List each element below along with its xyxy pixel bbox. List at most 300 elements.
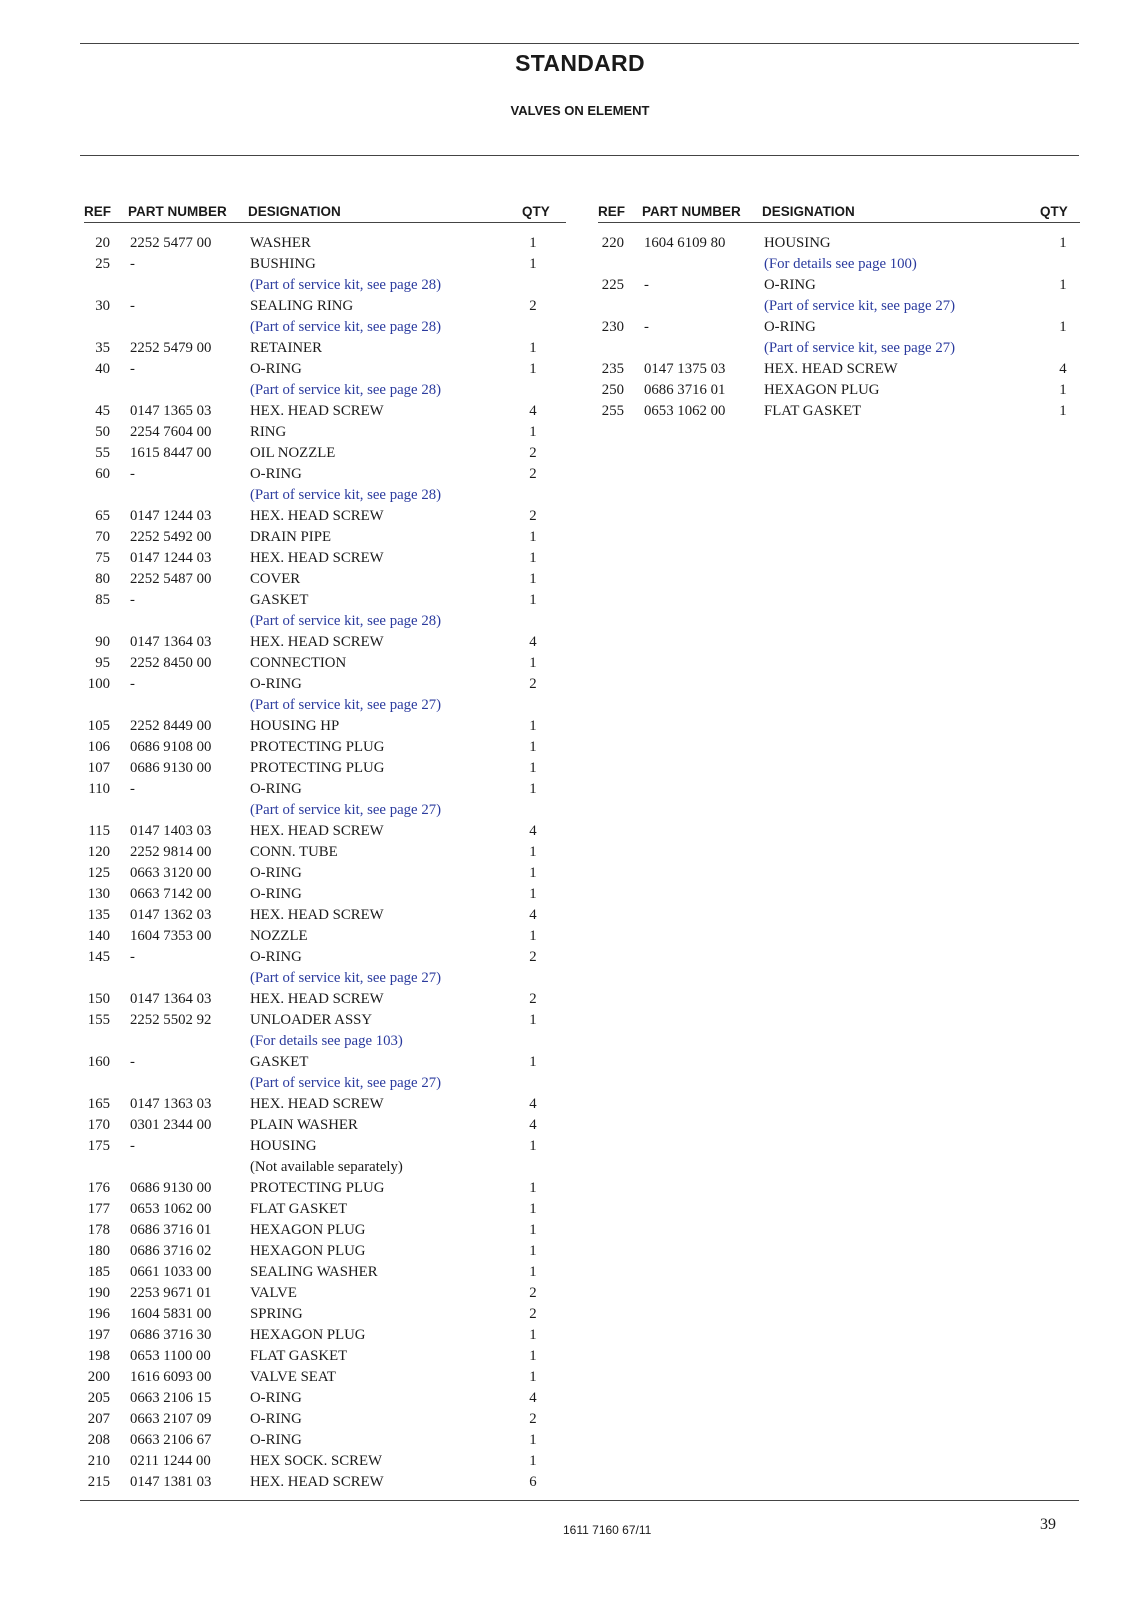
page-number: 39 (1040, 1516, 1056, 1533)
note-row (598, 296, 1080, 317)
table-body-right (598, 233, 1080, 422)
cell-ref: 178 (87, 1222, 110, 1238)
cell-qty: 1 (529, 1180, 537, 1196)
table-body-left (84, 233, 566, 1493)
cell-designation: (Part of service kit, see page 28) (250, 382, 442, 398)
cell-ref: 60 (95, 466, 110, 482)
cell-qty: 1 (529, 886, 537, 902)
cell-qty: 1 (529, 256, 537, 272)
header-designation: DESIGNATION (248, 204, 341, 219)
cell-part-number: 0663 2107 09 (130, 1411, 212, 1427)
cell-ref: 177 (87, 1201, 110, 1217)
cell-designation: (For details see page 100) (764, 256, 917, 272)
cell-part-number: 0147 1403 03 (130, 823, 212, 839)
cell-ref: 25 (95, 256, 110, 272)
cell-qty: 2 (529, 298, 537, 314)
cell-designation: PROTECTING PLUG (250, 760, 385, 776)
table-row (84, 1178, 566, 1199)
cell-part-number: 1615 8447 00 (130, 445, 212, 461)
cell-ref: 106 (87, 739, 110, 755)
cell-ref: 50 (95, 424, 110, 440)
header-designation: DESIGNATION (762, 204, 855, 219)
cell-part-number: 0211 1244 00 (130, 1453, 211, 1469)
table-row (84, 821, 566, 842)
cell-qty: 1 (529, 592, 537, 608)
cell-ref: 80 (95, 571, 110, 587)
table-row (84, 590, 566, 611)
cell-qty: 1 (529, 1138, 537, 1154)
cell-qty: 1 (529, 424, 537, 440)
table-row (84, 1262, 566, 1283)
cell-qty: 1 (529, 1453, 537, 1469)
cell-designation: HEX SOCK. SCREW (250, 1453, 382, 1469)
cell-qty: 4 (529, 907, 537, 923)
cell-designation: PROTECTING PLUG (250, 1180, 385, 1196)
cell-designation: FLAT GASKET (250, 1348, 348, 1364)
cell-ref: 110 (88, 781, 110, 797)
cell-part-number: 0147 1362 03 (130, 907, 212, 923)
cell-designation: VALVE (250, 1285, 297, 1301)
cell-designation: GASKET (250, 1054, 309, 1070)
table-row (84, 464, 566, 485)
cell-ref: 90 (95, 634, 110, 650)
cell-part-number: - (130, 592, 135, 608)
table-row (598, 275, 1080, 296)
cell-designation: O-RING (250, 781, 302, 797)
cell-ref: 135 (87, 907, 110, 923)
cell-qty: 1 (529, 739, 537, 755)
cell-designation: DRAIN PIPE (250, 529, 331, 545)
cell-ref: 65 (95, 508, 110, 524)
note-row (84, 800, 566, 821)
table-row (84, 1451, 566, 1472)
table-row (84, 1010, 566, 1031)
cell-ref: 125 (87, 865, 110, 881)
cell-part-number: 2252 8450 00 (130, 655, 212, 671)
table-row (84, 527, 566, 548)
note-row (84, 1031, 566, 1052)
cell-ref: 120 (87, 844, 110, 860)
cell-qty: 4 (529, 1096, 537, 1112)
cell-ref: 95 (95, 655, 110, 671)
cell-part-number: 2253 9671 01 (130, 1285, 212, 1301)
header-ref: REF (84, 204, 111, 219)
cell-designation: WASHER (250, 235, 311, 251)
cell-qty: 2 (529, 508, 537, 524)
table-row (84, 926, 566, 947)
cell-qty: 4 (529, 403, 537, 419)
cell-qty: 1 (1059, 277, 1067, 293)
cell-designation: RETAINER (250, 340, 322, 356)
table-row (84, 863, 566, 884)
cell-designation: O-RING (250, 1432, 302, 1448)
cell-designation: O-RING (764, 319, 816, 335)
cell-qty: 1 (529, 1201, 537, 1217)
cell-ref: 75 (95, 550, 110, 566)
cell-ref: 85 (95, 592, 110, 608)
cell-qty: 1 (529, 1054, 537, 1070)
cell-part-number: 0686 9108 00 (130, 739, 212, 755)
note-row (598, 254, 1080, 275)
page-title: STANDARD (515, 50, 645, 76)
cell-designation: HEX. HEAD SCREW (250, 907, 384, 923)
cell-part-number: 0686 3716 02 (130, 1243, 212, 1259)
cell-ref: 205 (87, 1390, 110, 1406)
cell-ref: 225 (601, 277, 624, 293)
cell-designation: SPRING (250, 1306, 303, 1322)
cell-designation: (Part of service kit, see page 28) (250, 613, 442, 629)
cell-qty: 1 (529, 928, 537, 944)
cell-part-number: 0686 9130 00 (130, 760, 212, 776)
cell-qty: 1 (529, 718, 537, 734)
table-row (84, 1346, 566, 1367)
cell-part-number: 1604 5831 00 (130, 1306, 212, 1322)
cell-ref: 165 (87, 1096, 110, 1112)
cell-designation: HEX. HEAD SCREW (250, 1474, 384, 1490)
cell-qty: 1 (529, 844, 537, 860)
cell-ref: 215 (87, 1474, 110, 1490)
table-row (598, 359, 1080, 380)
cell-qty: 1 (529, 529, 537, 545)
cell-ref: 200 (87, 1369, 110, 1385)
cell-part-number: 1616 6093 00 (130, 1369, 212, 1385)
cell-ref: 107 (87, 760, 110, 776)
table-header (84, 204, 566, 223)
cell-qty: 2 (529, 1306, 537, 1322)
cell-part-number: 2254 7604 00 (130, 424, 212, 440)
cell-designation: HEX. HEAD SCREW (764, 361, 898, 377)
cell-part-number: - (130, 676, 135, 692)
cell-qty: 1 (529, 865, 537, 881)
cell-designation: (Part of service kit, see page 27) (250, 1075, 442, 1091)
table-row (84, 1325, 566, 1346)
cell-qty: 1 (529, 361, 537, 377)
note-row (84, 1157, 566, 1178)
cell-designation: O-RING (764, 277, 816, 293)
cell-designation: HOUSING (250, 1138, 317, 1154)
table-row (84, 1052, 566, 1073)
cell-designation: (For details see page 103) (250, 1033, 403, 1049)
cell-ref: 198 (87, 1348, 110, 1364)
header-qty: QTY (1040, 204, 1068, 219)
cell-designation: (Part of service kit, see page 28) (250, 277, 442, 293)
table-row (84, 1094, 566, 1115)
cell-part-number: 0653 1062 00 (644, 403, 726, 419)
cell-ref: 208 (87, 1432, 110, 1448)
cell-designation: (Part of service kit, see page 28) (250, 319, 442, 335)
cell-designation: BUSHING (250, 256, 316, 272)
cell-designation: HEX. HEAD SCREW (250, 823, 384, 839)
cell-ref: 145 (87, 949, 110, 965)
cell-qty: 1 (529, 1243, 537, 1259)
cell-designation: SEALING RING (250, 298, 354, 314)
cell-designation: (Not available separately) (250, 1159, 403, 1175)
table-row (84, 443, 566, 464)
cell-part-number: 0147 1381 03 (130, 1474, 212, 1490)
cell-part-number: - (130, 361, 135, 377)
cell-ref: 160 (87, 1054, 110, 1070)
cell-part-number: 2252 9814 00 (130, 844, 212, 860)
cell-designation: OIL NOZZLE (250, 445, 336, 461)
cell-designation: (Part of service kit, see page 27) (764, 340, 956, 356)
table-row (84, 506, 566, 527)
cell-part-number: 0653 1100 00 (130, 1348, 211, 1364)
cell-part-number: 0653 1062 00 (130, 1201, 212, 1217)
note-row (84, 380, 566, 401)
note-row (84, 695, 566, 716)
cell-designation: HEX. HEAD SCREW (250, 1096, 384, 1112)
cell-qty: 2 (529, 1285, 537, 1301)
cell-part-number: 0661 1033 00 (130, 1264, 212, 1280)
cell-designation: (Part of service kit, see page 27) (764, 298, 956, 314)
cell-qty: 2 (529, 949, 537, 965)
table-row (84, 842, 566, 863)
cell-designation: (Part of service kit, see page 27) (250, 697, 442, 713)
cell-part-number: 0663 7142 00 (130, 886, 212, 902)
cell-part-number: 0147 1364 03 (130, 991, 212, 1007)
page-subtitle: VALVES ON ELEMENT (510, 103, 650, 118)
cell-designation: GASKET (250, 592, 309, 608)
table-row (84, 758, 566, 779)
cell-ref: 180 (87, 1243, 110, 1259)
cell-designation: O-RING (250, 466, 302, 482)
cell-designation: NOZZLE (250, 928, 308, 944)
cell-ref: 255 (601, 403, 624, 419)
cell-part-number: 1604 6109 80 (644, 235, 726, 251)
cell-part-number: 2252 5492 00 (130, 529, 212, 545)
table-row (84, 1115, 566, 1136)
table-row (84, 1472, 566, 1493)
parts-table-right (598, 204, 1080, 422)
table-row (598, 317, 1080, 338)
cell-part-number: - (130, 466, 135, 482)
table-row (84, 233, 566, 254)
cell-designation: HEXAGON PLUG (250, 1243, 366, 1259)
table-row (84, 548, 566, 569)
table-row (84, 653, 566, 674)
cell-qty: 4 (1059, 361, 1067, 377)
cell-designation: O-RING (250, 1390, 302, 1406)
footer-rule (80, 1500, 1079, 1501)
cell-designation: O-RING (250, 886, 302, 902)
table-row (84, 716, 566, 737)
cell-part-number: 2252 5479 00 (130, 340, 212, 356)
cell-qty: 1 (529, 571, 537, 587)
cell-qty: 2 (529, 1411, 537, 1427)
cell-qty: 4 (529, 634, 537, 650)
table-row (84, 884, 566, 905)
cell-designation: HOUSING (764, 235, 831, 251)
note-row (84, 968, 566, 989)
cell-qty: 1 (1059, 403, 1067, 419)
cell-ref: 155 (87, 1012, 110, 1028)
table-row (84, 296, 566, 317)
note-row (84, 485, 566, 506)
top-rule (80, 43, 1079, 44)
header-part-number: PART NUMBER (128, 204, 227, 219)
cell-designation: FLAT GASKET (764, 403, 862, 419)
cell-ref: 70 (95, 529, 110, 545)
cell-ref: 190 (87, 1285, 110, 1301)
cell-ref: 176 (87, 1180, 110, 1196)
cell-designation: HEX. HEAD SCREW (250, 550, 384, 566)
header-rule (80, 155, 1079, 156)
cell-part-number: - (130, 298, 135, 314)
cell-part-number: - (130, 256, 135, 272)
cell-ref: 140 (87, 928, 110, 944)
cell-designation: SEALING WASHER (250, 1264, 378, 1280)
table-row (598, 401, 1080, 422)
cell-designation: RING (250, 424, 287, 440)
note-row (84, 317, 566, 338)
cell-part-number: 0686 3716 01 (644, 382, 726, 398)
cell-designation: (Part of service kit, see page 28) (250, 487, 442, 503)
table-row (84, 1199, 566, 1220)
cell-qty: 1 (529, 1369, 537, 1385)
cell-designation: HEXAGON PLUG (250, 1222, 366, 1238)
table-row (84, 905, 566, 926)
cell-part-number: - (130, 1054, 135, 1070)
cell-ref: 207 (87, 1411, 110, 1427)
cell-ref: 100 (87, 676, 110, 692)
cell-designation: CONN. TUBE (250, 844, 338, 860)
cell-qty: 4 (529, 1390, 537, 1406)
cell-ref: 20 (95, 235, 110, 251)
cell-ref: 170 (87, 1117, 110, 1133)
cell-qty: 1 (529, 235, 537, 251)
table-row (84, 674, 566, 695)
cell-designation: UNLOADER ASSY (250, 1012, 373, 1028)
cell-qty: 1 (529, 1432, 537, 1448)
cell-designation: (Part of service kit, see page 27) (250, 970, 442, 986)
table-row (84, 779, 566, 800)
cell-designation: O-RING (250, 949, 302, 965)
table-row (84, 1283, 566, 1304)
table-row (84, 632, 566, 653)
cell-ref: 230 (601, 319, 624, 335)
cell-part-number: 0147 1244 03 (130, 550, 212, 566)
cell-qty: 1 (529, 1222, 537, 1238)
cell-ref: 250 (601, 382, 624, 398)
cell-qty: 2 (529, 445, 537, 461)
cell-ref: 150 (87, 991, 110, 1007)
cell-part-number: 1604 7353 00 (130, 928, 212, 944)
table-row (84, 1430, 566, 1451)
cell-designation: O-RING (250, 1411, 302, 1427)
table-row (84, 947, 566, 968)
table-row (598, 233, 1080, 254)
cell-ref: 210 (87, 1453, 110, 1469)
header-ref: REF (598, 204, 625, 219)
cell-designation: PROTECTING PLUG (250, 739, 385, 755)
cell-ref: 30 (95, 298, 110, 314)
cell-part-number: 0686 3716 30 (130, 1327, 212, 1343)
note-row (598, 338, 1080, 359)
table-row (84, 1409, 566, 1430)
table-row (598, 380, 1080, 401)
cell-part-number: 0663 2106 15 (130, 1390, 212, 1406)
cell-qty: 1 (529, 1012, 537, 1028)
table-row (84, 1241, 566, 1262)
cell-part-number: 0663 3120 00 (130, 865, 212, 881)
header-qty: QTY (522, 204, 550, 219)
cell-ref: 45 (95, 403, 110, 419)
cell-qty: 1 (529, 1348, 537, 1364)
cell-qty: 1 (529, 655, 537, 671)
cell-part-number: 0147 1365 03 (130, 403, 212, 419)
cell-qty: 4 (529, 823, 537, 839)
cell-ref: 130 (87, 886, 110, 902)
cell-part-number: 0147 1244 03 (130, 508, 212, 524)
table-row (84, 989, 566, 1010)
cell-designation: CONNECTION (250, 655, 347, 671)
cell-qty: 1 (529, 340, 537, 356)
cell-part-number: 2252 5477 00 (130, 235, 212, 251)
cell-designation: O-RING (250, 361, 302, 377)
cell-ref: 197 (87, 1327, 110, 1343)
note-row (84, 1073, 566, 1094)
table-row (84, 401, 566, 422)
cell-designation: HEXAGON PLUG (764, 382, 880, 398)
cell-designation: O-RING (250, 676, 302, 692)
cell-part-number: 0301 2344 00 (130, 1117, 212, 1133)
cell-part-number: - (644, 277, 649, 293)
cell-ref: 40 (95, 361, 110, 377)
note-row (84, 611, 566, 632)
table-row (84, 1367, 566, 1388)
cell-part-number: 0663 2106 67 (130, 1432, 212, 1448)
cell-designation: HEX. HEAD SCREW (250, 991, 384, 1007)
cell-ref: 220 (601, 235, 624, 251)
cell-ref: 185 (87, 1264, 110, 1280)
cell-ref: 115 (88, 823, 110, 839)
cell-ref: 175 (87, 1138, 110, 1154)
cell-qty: 1 (529, 550, 537, 566)
cell-designation: HEX. HEAD SCREW (250, 403, 384, 419)
cell-designation: HEX. HEAD SCREW (250, 634, 384, 650)
table-row (84, 737, 566, 758)
cell-part-number: 2252 5502 92 (130, 1012, 212, 1028)
parts-table-left (84, 204, 566, 1493)
cell-designation: (Part of service kit, see page 27) (250, 802, 442, 818)
cell-part-number: 0147 1364 03 (130, 634, 212, 650)
cell-designation: HEX. HEAD SCREW (250, 508, 384, 524)
cell-qty: 1 (529, 1264, 537, 1280)
cell-part-number: 0147 1375 03 (644, 361, 726, 377)
cell-designation: VALVE SEAT (250, 1369, 336, 1385)
cell-qty: 2 (529, 991, 537, 1007)
cell-designation: PLAIN WASHER (250, 1117, 358, 1133)
cell-qty: 1 (529, 760, 537, 776)
cell-qty: 1 (1059, 382, 1067, 398)
table-row (84, 338, 566, 359)
table-row (84, 1388, 566, 1409)
cell-part-number: - (644, 319, 649, 335)
table-row (84, 1136, 566, 1157)
cell-ref: 196 (87, 1306, 110, 1322)
note-row (84, 275, 566, 296)
cell-qty: 4 (529, 1117, 537, 1133)
cell-ref: 35 (95, 340, 110, 356)
cell-part-number: 0147 1363 03 (130, 1096, 212, 1112)
cell-ref: 235 (601, 361, 624, 377)
cell-part-number: - (130, 781, 135, 797)
cell-part-number: - (130, 949, 135, 965)
cell-designation: COVER (250, 571, 301, 587)
cell-designation: FLAT GASKET (250, 1201, 348, 1217)
cell-part-number: - (130, 1138, 135, 1154)
table-row (84, 422, 566, 443)
